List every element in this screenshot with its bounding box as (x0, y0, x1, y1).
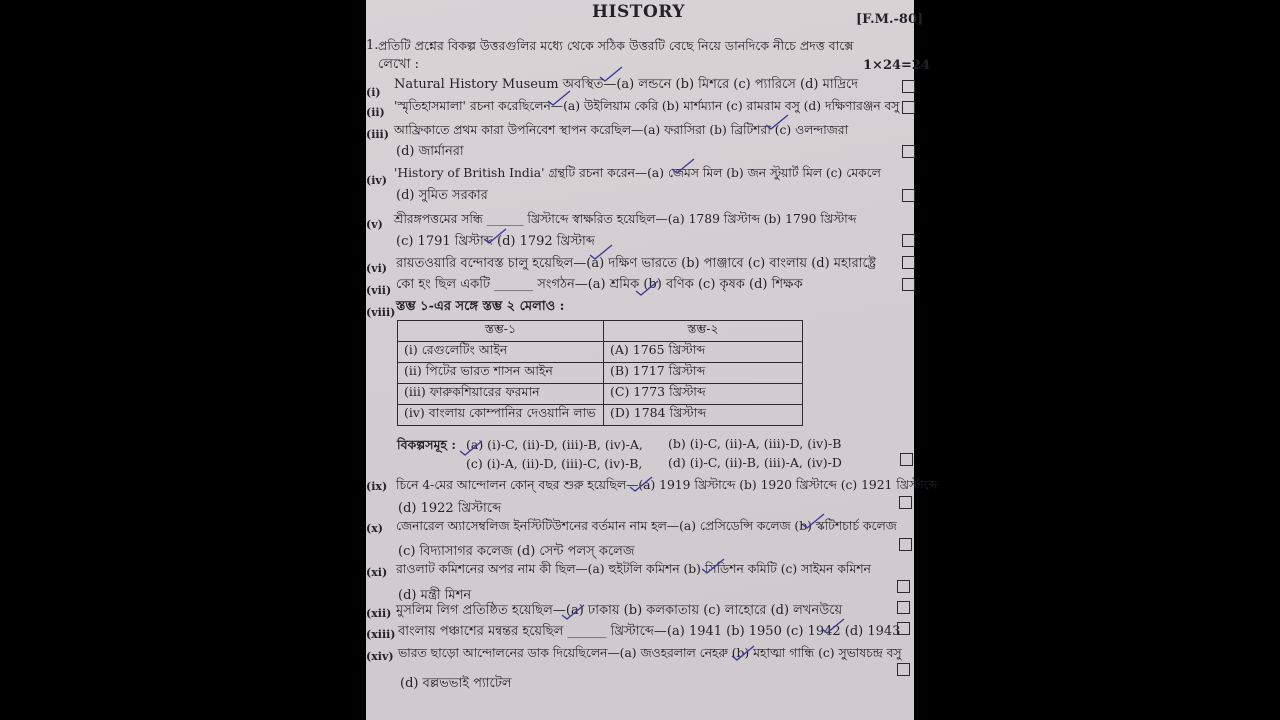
instruction-marks: 1×24=24 (863, 58, 931, 73)
answer-box[interactable] (899, 538, 912, 551)
question-text: শ্রীরঙ্গপত্তমের সন্ধি ______ খ্রিস্টাব্দে স্বাক্ষরিত হয়েছিল—(a) 1789 খ্রিস্টাব্দ (b) 1790 খ্রিস্টাব্দ (394, 212, 857, 226)
answer-box[interactable] (902, 145, 915, 158)
pen-tick-mark (546, 90, 572, 106)
answer-box[interactable] (897, 601, 910, 614)
table-cell: (iv) বাংলায় কোম্পানির দেওয়ানি লাভ (398, 405, 604, 426)
table-cell: (ii) পিটের ভারত শাসন আইন (398, 363, 604, 384)
table-header-row (398, 321, 803, 342)
answer-box[interactable] (902, 80, 915, 93)
question-number: (iii) (366, 128, 389, 141)
paper-title: HISTORY (592, 2, 685, 22)
answer-box[interactable] (902, 256, 915, 269)
question-number: (xiv) (366, 650, 394, 663)
column-header: স্তম্ভ-২ (604, 321, 803, 342)
instruction-line1: প্রতিটি প্রশ্নের বিকল্প উত্তরগুলির মধ্যে থেকে সঠিক উত্তরটি বেছে নিয়ে ডানদিকে নীচে প্রদত্ত বাক্সে (378, 38, 854, 53)
option-a: (a) (i)-C, (ii)-D, (iii)-B, (iv)-A, (466, 437, 643, 452)
pen-tick-mark (588, 244, 614, 260)
table-cell: (D) 1784 খ্রিস্টাব্দ (604, 405, 803, 426)
pen-tick-mark (628, 476, 654, 492)
option-b: (b) (i)-C, (ii)-A, (iii)-D, (iv)-B (668, 436, 842, 451)
question-text: 'স্মৃতিহাসমালা' রচনা করেছিলেন—(a) উইলিয়াম কেরি (b) মার্শম্যান (c) রামরাম বসু (d) দক্ষিণারঞ্জন বসু (394, 99, 900, 113)
table-row (398, 405, 803, 426)
table-row (398, 384, 803, 405)
answer-box[interactable] (897, 580, 910, 593)
question-text: 'History of British India' গ্রন্থটি রচনা করেন—(a) জেমস মিল (b) জন স্টুয়ার্ট মিল (c) মেকলে (394, 166, 881, 180)
question-number: (ix) (366, 480, 388, 493)
answer-box[interactable] (902, 189, 915, 202)
pen-tick-mark (700, 558, 726, 574)
answer-box[interactable] (902, 234, 915, 247)
pen-tick-mark (598, 66, 624, 82)
pen-tick-mark (764, 114, 790, 130)
question-number: (ii) (366, 106, 385, 119)
question-text: রাওলাট কমিশনের অপর নাম কী ছিল—(a) হুইটলি কমিশন (b) সিডিশন কমিটি (c) সাইমন কমিশন (396, 562, 871, 576)
question-text: (d) মন্ত্রী মিশন (398, 588, 472, 603)
question-text: Natural History Museum অবস্থিত—(a) লন্ডনে (b) মিশরে (c) প্যারিসে (d) মাদ্রিদে (394, 77, 859, 92)
question-number: (xiii) (366, 628, 396, 641)
answer-box[interactable] (899, 496, 912, 509)
question-text: (d) সুমিত সরকার (396, 188, 488, 203)
option-d: (d) (i)-C, (ii)-B, (iii)-A, (iv)-D (668, 455, 842, 470)
pen-tick-mark (730, 645, 756, 661)
question-number: (iv) (366, 174, 387, 187)
table-cell: (C) 1773 খ্রিস্টাব্দ (604, 384, 803, 405)
question-text: (d) বল্লভভাই প্যাটেল (400, 676, 512, 691)
answer-box[interactable] (897, 622, 910, 635)
pen-tick-mark (560, 604, 586, 620)
instruction-line2: লেখো : (378, 57, 420, 72)
pen-tick-mark (670, 158, 696, 174)
match-table (397, 320, 803, 426)
question-text: (c) 1791 খ্রিস্টাব্দ (d) 1792 খ্রিস্টাব্দ (396, 234, 595, 249)
exam-paper (366, 0, 938, 720)
question-number: (xii) (366, 607, 392, 620)
question-number: (i) (366, 86, 381, 99)
question-text: (d) 1922 খ্রিস্টাব্দে (398, 501, 502, 516)
question-text: ভারত ছাড়ো আন্দোলনের ডাক দিয়েছিলেন—(a) জওহরলাল নেহরু (b) মহাত্মা গান্ধি (c) সুভাষচন্দ্র বসু (398, 646, 902, 660)
question-number: (vi) (366, 262, 387, 275)
question-text: (d) জার্মানরা (396, 144, 464, 159)
table-cell: (B) 1717 খ্রিস্টাব্দ (604, 363, 803, 384)
answer-box[interactable] (897, 663, 910, 676)
question-text: চিনে 4-মের আন্দোলন কোন্ বছর শুরু হয়েছিল—(a) 1919 খ্রিস্টাব্দে (b) 1920 খ্রিস্টাব্দে (c) 1921 খ্রিস্টাব্দে (396, 478, 938, 492)
table-cell: (A) 1765 খ্রিস্টাব্দ (604, 342, 803, 363)
pen-tick-mark (800, 513, 826, 529)
answer-box[interactable] (900, 453, 913, 466)
column-header: স্তম্ভ-১ (398, 321, 604, 342)
options-label: বিকল্পসমূহ : (397, 437, 456, 452)
question-text: (c) বিদ্যাসাগর কলেজ (d) সেন্ট পলস্ কলেজ (398, 544, 635, 559)
table-cell: (iii) ফারুকশিয়ারের ফরমান (398, 384, 604, 405)
question-number: (v) (366, 218, 383, 231)
question-text: কো হং ছিল একটি ______ সংগঠন—(a) শ্রমিক (b) বণিক (c) কৃষক (d) শিক্ষক (396, 277, 803, 292)
instruction-number: 1. (366, 38, 379, 53)
pen-tick-mark (634, 280, 660, 296)
question-text: স্তম্ভ ১-এর সঙ্গে স্তম্ভ ২ মেলাও : (396, 299, 565, 314)
question-text: জেনারেল অ্যাসেম্বলিজ ইনস্টিটিউশনের বর্তমান নাম হল—(a) প্রেসিডেন্সি কলেজ (b) স্কটিশচার্চ কলেজ (396, 519, 897, 533)
question-number: (x) (366, 522, 383, 535)
pen-tick-mark (482, 228, 508, 244)
question-number: (vii) (366, 284, 392, 297)
question-number: (xi) (366, 566, 388, 579)
table-cell: (i) রেগুলেটিং আইন (398, 342, 604, 363)
full-marks: [F.M.-80] (856, 12, 924, 27)
answer-box[interactable] (902, 101, 915, 114)
table-row (398, 363, 803, 384)
question-text: মুসলিম লিগ প্রতিষ্ঠিত হয়েছিল—(a) ঢাকায় (b) কলকাতায় (c) লাহোরে (d) লখনউয়ে (396, 603, 843, 618)
question-number: (viii) (366, 306, 396, 319)
question-text: রায়তওয়ারি বন্দোবস্ত চালু হয়েছিল—(a) দক্ষিণ ভারতে (b) পাঞ্জাবে (c) বাংলায় (d) মহারাষ্ট্রে (396, 256, 877, 271)
option-c: (c) (i)-A, (ii)-D, (iii)-C, (iv)-B, (466, 456, 643, 471)
question-text: আফ্রিকাতে প্রথম কারা উপনিবেশ স্থাপন করেছিল—(a) ফরাসিরা (b) ব্রিটিশরা (c) ওলন্দাজরা (394, 123, 849, 137)
question-text: বাংলায় পঞ্চাশের মন্বন্তর হয়েছিল ______ খ্রিস্টাব্দে—(a) 1941 (b) 1950 (c) 1942 (d) 1943 (398, 624, 901, 639)
pen-tick-mark (820, 618, 846, 634)
answer-box[interactable] (902, 278, 915, 291)
pen-tick-mark (458, 440, 484, 456)
table-row (398, 342, 803, 363)
